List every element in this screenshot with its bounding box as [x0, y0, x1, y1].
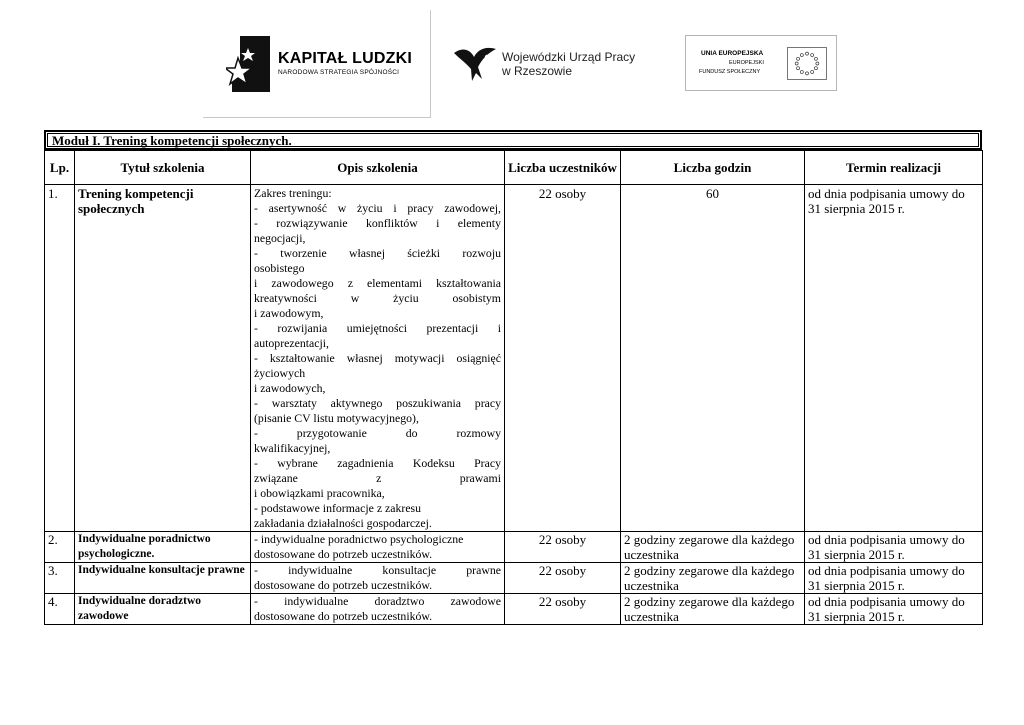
row-title: Indywidualne konsultacje prawne	[75, 563, 251, 594]
description-line: zakładania działalności gospodarczej.	[254, 516, 432, 530]
row-title: Indywidualne doradztwo zawodowe	[75, 594, 251, 625]
table-header-row	[45, 151, 983, 185]
wup-bird-icon	[452, 43, 498, 83]
description-line: autoprezentacji,	[254, 336, 329, 350]
row-lp: 3.	[45, 563, 75, 594]
wup-name	[502, 50, 635, 78]
row-description	[251, 532, 505, 563]
table-row	[45, 185, 983, 532]
row-hours: 60	[621, 185, 805, 532]
row-term: od dnia podpisania umowy do 31 sierpnia 2015 r.	[805, 185, 983, 532]
eu-logo	[685, 35, 837, 91]
kapital-ludzki-star-icon	[226, 36, 270, 92]
description-line: - rozwiązywanie konfliktów i elementy	[254, 216, 501, 230]
table-row	[45, 594, 983, 625]
kapital-ludzki-logo	[226, 36, 416, 96]
row-lp: 2.	[45, 532, 75, 563]
description-line: - indywidualne poradnictwo psychologiczne	[254, 532, 464, 546]
row-hours: 2 godziny zegarowe dla każdego uczestnika	[621, 594, 805, 625]
row-hours: 2 godziny zegarowe dla każdego uczestnika	[621, 563, 805, 594]
description-line: - indywidualne konsultacje prawne	[254, 563, 501, 577]
description-line: kreatywności w życiu osobistym	[254, 291, 501, 305]
logo-divider-horizontal	[203, 117, 431, 118]
description-line: - tworzenie własnej ścieżki rozwoju	[254, 246, 501, 260]
description-line: dostosowane do potrzeb uczestników.	[254, 578, 433, 592]
description-line: - rozwijania umiejętności prezentacji i	[254, 321, 501, 335]
header-term: Termin realizacji	[805, 151, 983, 185]
row-count: 22 osoby	[505, 532, 621, 563]
wup-name-line2: w Rzeszowie	[502, 64, 573, 78]
eu-logo-line1: UNIA EUROPEJSKA	[701, 50, 764, 57]
row-count: 22 osoby	[505, 185, 621, 532]
description-line: osobistego	[254, 261, 305, 275]
description-line: dostosowane do potrzeb uczestników.	[254, 547, 433, 561]
description-line: - kształtowanie własnej motywacji osiągnięć	[254, 351, 501, 365]
description-line: - wybrane zagadnienia Kodeksu Pracy	[254, 456, 501, 470]
table-row	[45, 563, 983, 594]
row-title: Indywidualne poradnictwo psychologiczne.	[75, 532, 251, 563]
description-line: negocjacji,	[254, 231, 306, 245]
description-line: - przygotowanie do rozmowy	[254, 426, 501, 440]
row-count: 22 osoby	[505, 563, 621, 594]
row-description	[251, 563, 505, 594]
header-description: Opis szkolenia	[251, 151, 505, 185]
row-count: 22 osoby	[505, 594, 621, 625]
wup-logo	[452, 43, 636, 85]
logo-header	[0, 0, 1024, 125]
header-title: Tytuł szkolenia	[75, 151, 251, 185]
module-title: Moduł I. Trening kompetencji społecznych.	[52, 133, 292, 148]
training-table	[44, 150, 983, 625]
table-row	[45, 532, 983, 563]
eu-logo-line2: EUROPEJSKI	[729, 60, 764, 66]
row-hours: 2 godziny zegarowe dla każdego uczestnika	[621, 532, 805, 563]
description-line: i zawodowych,	[254, 381, 326, 395]
description-line: życiowych	[254, 366, 306, 380]
wup-name-line1: Wojewódzki Urząd Pracy	[502, 50, 636, 64]
logo-divider-vertical	[430, 10, 431, 118]
description-line: i obowiązkami pracownika,	[254, 486, 385, 500]
row-term: od dnia podpisania umowy do 31 sierpnia 2015 r.	[805, 563, 983, 594]
description-line: Zakres treningu:	[254, 186, 332, 200]
description-line: - warsztaty aktywnego poszukiwania pracy	[254, 396, 501, 410]
row-lp: 1.	[45, 185, 75, 532]
row-title: Trening kompetencji społecznych	[75, 185, 251, 532]
description-line: i zawodowym,	[254, 306, 324, 320]
header-hours: Liczba godzin	[621, 151, 805, 185]
module-title-box	[44, 130, 982, 150]
description-line: i zawodowego z elementami kształtowania	[254, 276, 501, 290]
description-line: - podstawowe informacje z zakresu	[254, 501, 422, 515]
description-line: - indywidualne doradztwo zawodowe	[254, 594, 501, 608]
row-lp: 4.	[45, 594, 75, 625]
description-line: dostosowane do potrzeb uczestników.	[254, 609, 433, 623]
header-count: Liczba uczestników	[505, 151, 621, 185]
kapital-ludzki-subtitle: NARODOWA STRATEGIA SPÓJNOŚCI	[278, 69, 400, 76]
description-line: - asertywność w życiu i pracy zawodowej,	[254, 201, 501, 215]
description-line: związane z prawami	[254, 471, 501, 485]
header-lp: Lp.	[45, 151, 75, 185]
row-term: od dnia podpisania umowy do 31 sierpnia 2015 r.	[805, 594, 983, 625]
eu-logo-line3: FUNDUSZ SPOŁECZNY	[699, 69, 761, 75]
description-line: (pisanie CV listu motywacyjnego),	[254, 411, 419, 425]
row-term: od dnia podpisania umowy do 31 sierpnia 2015 r.	[805, 532, 983, 563]
row-description	[251, 185, 505, 532]
eu-flag-icon	[787, 47, 827, 80]
kapital-ludzki-title: KAPITAŁ LUDZKI	[278, 50, 413, 67]
description-line: kwalifikacyjnej,	[254, 441, 331, 455]
row-description	[251, 594, 505, 625]
